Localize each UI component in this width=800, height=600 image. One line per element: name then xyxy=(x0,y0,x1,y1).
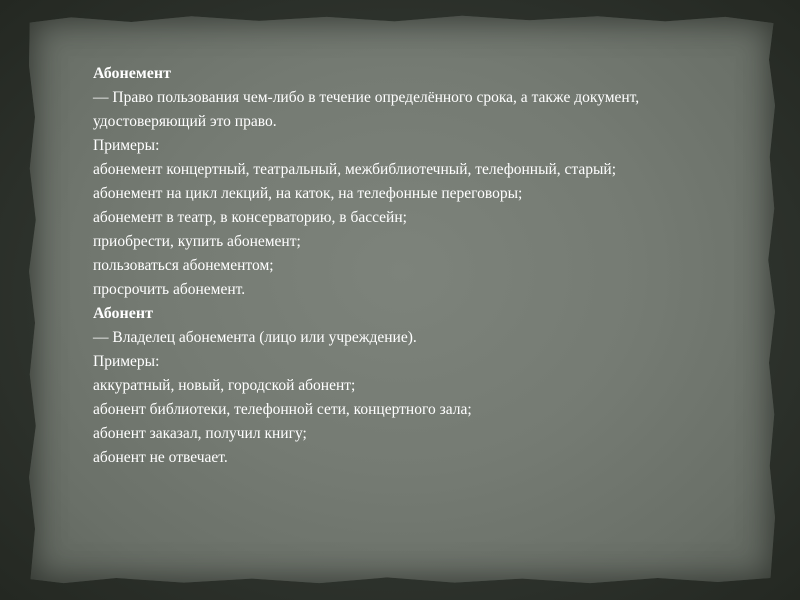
example-line: абонент библиотеки, телефонной сети, концертного зала; xyxy=(93,401,472,418)
example-line: аккуратный, новый, городской абонент; xyxy=(93,377,356,394)
example-line: абонент не отвечает. xyxy=(93,449,228,466)
slide-text xyxy=(93,62,733,470)
example-line: пользоваться абонементом; xyxy=(93,257,274,274)
examples-label: Примеры: xyxy=(93,353,160,370)
example-line: просрочить абонемент. xyxy=(93,281,246,298)
definition-abonent: — Владелец абонемента (лицо или учреждение). xyxy=(93,329,417,346)
examples-label: Примеры: xyxy=(93,137,160,154)
term-abonent: Абонент xyxy=(93,305,153,322)
example-line: приобрести, купить абонемент; xyxy=(93,233,301,250)
example-line: абонемент концертный, театральный, межбиблиотечный, телефонный, старый; xyxy=(93,161,617,178)
term-abonement: Абонемент xyxy=(93,65,171,82)
definition-abonement: — Право пользования чем-либо в течение определённого срока, а также документ, удостоверяющий это право. xyxy=(93,89,644,130)
example-line: абонент заказал, получил книгу; xyxy=(93,425,307,442)
example-line: абонемент на цикл лекций, на каток, на телефонные переговоры; xyxy=(93,185,523,202)
example-line: абонемент в театр, в консерваторию, в бассейн; xyxy=(93,209,407,226)
